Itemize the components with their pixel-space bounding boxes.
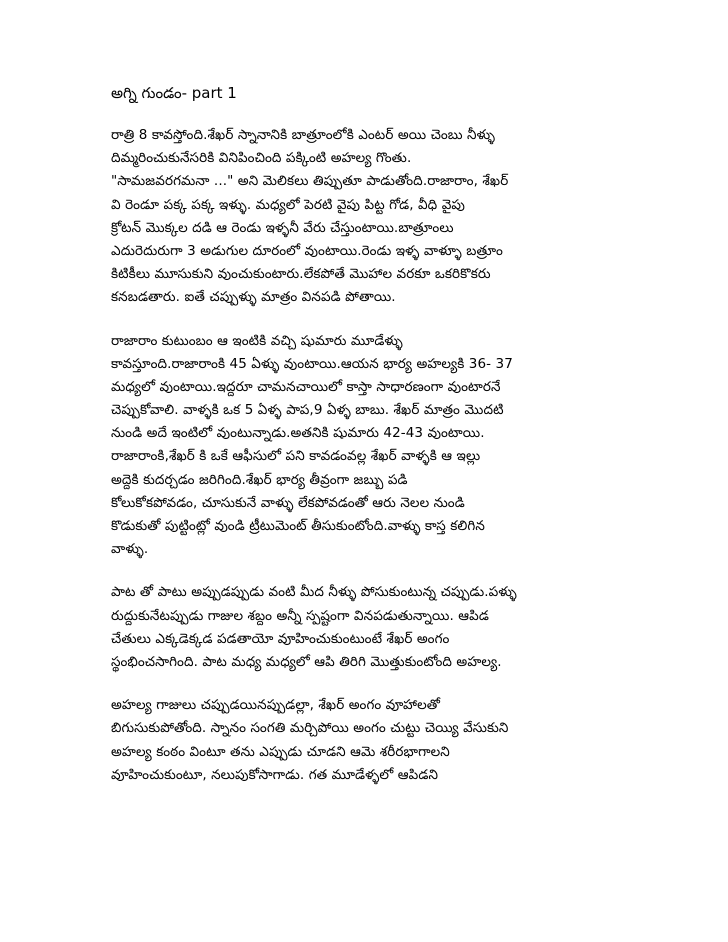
paragraph-4 bbox=[111, 694, 646, 787]
text-line: రాజారాం కుటుంబం ఆ ఇంటికి వచ్చి షుమారు మూడేళ్ళు bbox=[111, 332, 403, 349]
text-line: స్థంభించసాగింది. పాట మధ్య మధ్యలో ఆపి తిరిగి మొత్తుకుంటోంది అహల్య. bbox=[111, 653, 502, 670]
text-line: రాత్రి 8 కావస్తోంది.శేఖర్ స్నానానికి బాత్రూంలోకి ఎంటర్ అయి చెంబు నీళ్ళు bbox=[111, 127, 496, 143]
text-line: పాట తో పాటు అప్పుడప్పుడు వంటి మీద నీళ్ళు పోసుకుంటున్న చప్పుడు.పళ్ళు bbox=[111, 584, 517, 601]
text-line: మధ్యలో వుంటాయి.ఇద్దరూ చామనచాయిలో కాస్తా సాధారణంగా వుంటారనే bbox=[111, 378, 501, 395]
text-line: కోలుకోకపోవడం, చూసుకునే వాళ్ళు లేకపోవడంతో ఆరు నెలల నుండి bbox=[111, 494, 465, 511]
text-line: కొడుకుతో పుట్టింట్లో వుండి ట్రీటుమెంట్ తీసుకుంటోంది.వాళ్ళు కాస్త కలిగిన bbox=[111, 518, 485, 534]
text-line: బిగుసుకుపోతోంది. స్నానం సంగతి మర్చిపోయి అంగం చుట్టు చెయ్యి వేసుకుని bbox=[111, 720, 509, 737]
paragraph-2 bbox=[111, 330, 646, 562]
text-line: దిమ్మరించుకునేసరికి వినిపించింది పక్కింటి అహల్య గొంతు. bbox=[111, 150, 412, 167]
text-line: కిటికీలు మూసుకుని వుంచుకుంటారు.లేకపోతే మొహాల వరకూ ఒకరికొకరు bbox=[111, 266, 491, 283]
text-line: "సామజవరగమనా ..." అని మెలికలు తిప్పుతూ పాడుతోంది.రాజారాం, శేఖర్ bbox=[111, 173, 509, 190]
text-line: అద్దెకి కుదర్చడం జరిగింది.శేఖర్ భార్య తీవ్రంగా జబ్బు పడి bbox=[111, 471, 408, 488]
text-line: చెప్పుకోవాలి. వాళ్ళకి ఒక 5 ఏళ్ళ పాప,9 ఏళ్ళ బాబు. శేఖర్ మాత్రం మొదటి bbox=[111, 402, 504, 419]
text-line: రుద్దుకునేటప్పుడు గాజుల శబ్దం అన్నీ స్పష్టంగా వినపడుతున్నాయి. ఆపిడ bbox=[111, 607, 489, 624]
text-line: వూహించుకుంటూ, నలుపుకోసాగాడు. గత మూడేళ్ళలో ఆపిడని bbox=[111, 766, 439, 783]
text-line: వాళ్ళు. bbox=[111, 541, 149, 558]
text-line: అహల్య కంఠం వింటూ తను ఎప్పుడు చూడని ఆమె శరీరభాగాలని bbox=[111, 743, 450, 760]
text-line: కనబడతారు. ఐతే చప్పుళ్ళు మాత్రం వినపడి పోతాయి. bbox=[111, 289, 396, 306]
text-line: వి రెండూ పక్క పక్క ఇళ్ళు. మధ్యలో పెరటి వైపు పిట్ట గోడ, వీధి వైపు bbox=[111, 196, 465, 213]
text-line: కావస్తూంది.రాజారాంకి 45 ఏళ్ళు వుంటాయి.ఆయన భార్య అహల్యకి 36- 37 bbox=[111, 355, 513, 372]
text-line: నుండి అదే ఇంటిలో వుంటున్నాడు.అతనికి షుమారు 42-43 వుంటాయి. bbox=[111, 425, 485, 442]
text-line: అహల్య గాజులు చప్పుడయినప్పుడల్లా, శేఖర్ అంగం వూహాలతో bbox=[111, 697, 441, 714]
text-line: క్రోటన్ మొక్కల దడి ఆ రెండు ఇళ్ళనీ వేరు చేస్తుంటాయి.బాత్రూంలు bbox=[111, 219, 454, 236]
text-line: చేతులు ఎక్కడెక్కడ పడతాయో వూహించుకుంటుంటే శేఖర్ అంగం bbox=[111, 630, 450, 647]
text-line: రాజారాంకి,శేఖర్ కి ఒకే ఆఫీసులో పని కావడంవల్ల శేఖర్ వాళ్ళకి ఆ ఇల్లు bbox=[111, 448, 481, 465]
text-line: ఎదురెదురుగా 3 అడుగుల దూరంలో వుంటాయి.రెండు ఇళ్ళ వాళ్ళూ బత్రూం bbox=[111, 242, 503, 259]
paragraph-1 bbox=[111, 124, 646, 310]
paragraph-3 bbox=[111, 581, 646, 674]
document-title: అగ్ని గుండం- part 1 bbox=[111, 84, 237, 102]
document-body bbox=[111, 82, 646, 807]
